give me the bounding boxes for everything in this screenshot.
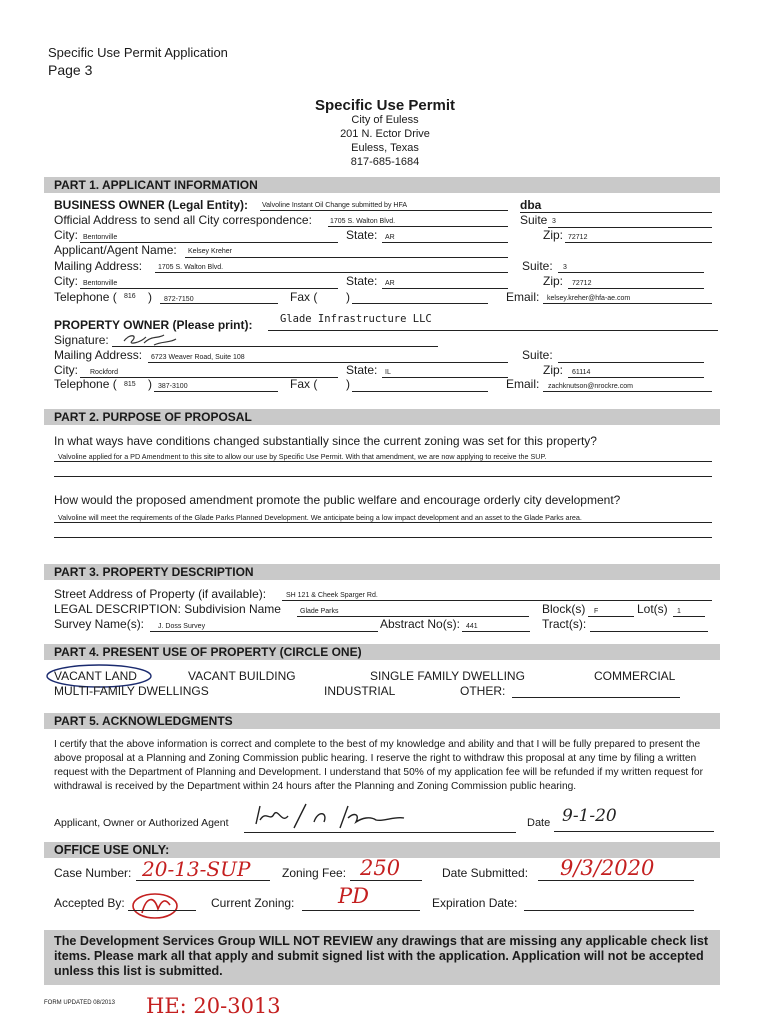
option-vacant-building[interactable]: VACANT BUILDING [188,669,296,683]
telephone-area[interactable]: 816 [124,293,136,300]
date-value[interactable]: 9-1-20 [562,806,617,826]
state-label: State: [346,228,378,242]
legal-description-label: LEGAL DESCRIPTION: Subdivision Name [54,602,281,616]
business-owner-value[interactable]: Valvoline Instant Oil Change submitted by HFA [262,202,408,209]
property-owner-value[interactable]: Glade Infrastructure LLC [280,313,432,325]
survey-label: Survey Name(s): [54,617,145,631]
business-owner-label: BUSINESS OWNER (Legal Entity): [54,198,249,212]
street-label: Street Address of Property (if available): [54,587,267,601]
city2-label: City: [54,274,78,288]
state2-value[interactable]: AR [385,280,395,287]
question-1: In what ways have conditions changed substantially since the current zoning was set for this property? [54,434,597,448]
owner-mailing-label: Mailing Address: [54,348,143,362]
subdivision-value[interactable]: Glade Parks [300,608,339,615]
page-number: Page 3 [48,62,93,78]
handwritten-reference: HE: 20-3013 [146,994,281,1018]
telephone-number[interactable]: 872-7150 [164,296,194,303]
block-label: Block(s) [542,602,586,616]
owner-telephone-number[interactable]: 387-3100 [158,383,188,390]
answer-2[interactable]: Valvoline will meet the requirements of the Glade Parks Planned Development. We anticipate being a low impact development and an asset to the Glade Parks area. [58,513,582,522]
lot-value[interactable]: 1 [677,608,681,615]
owner-city-value[interactable]: Rockford [90,369,119,376]
accepted-by-label: Accepted By: [54,896,125,910]
part5-heading: PART 5. ACKNOWLEDGMENTS [44,713,720,729]
zoning-fee-value[interactable]: 250 [360,856,401,880]
date-submitted-label: Date Submitted: [442,866,529,880]
property-owner-label: PROPERTY OWNER (Please print): [54,318,253,332]
mailing-label: Mailing Address: [54,259,143,273]
form-title: Specific Use Permit Application [48,45,228,60]
city2-value[interactable]: Bentonville [83,280,118,287]
lot-label: Lot(s) [637,602,668,616]
certification-text: I certify that the above information is correct and complete to the best of my knowledge and ability and that I will be fully prepared to present the above proposal at a Planning and Zoning Commission public hearing. I reserve the right to withdraw this proposal at any time by filing a written request with the Department of Planning and Development. I understand that 50% of my application fee will be refunded if my written request for withdrawal is received by the Department within 24 hours after the Planning and Zoning Commission public hearing. [54,739,703,792]
owner-zip-value[interactable]: 61114 [572,369,591,376]
current-zoning-label: Current Zoning: [211,896,295,910]
block-value[interactable]: F [594,608,599,615]
part1-heading: PART 1. APPLICANT INFORMATION [44,177,720,193]
answer-1[interactable]: Valvoline applied for a PD Amendment to this site to allow our use by Specific Use Permit. With that amendment, we are now applying to receive the SUP. [58,452,547,461]
owner-zip-label: Zip: [543,363,564,377]
question-2: How would the proposed amendment promote the public welfare and encourage orderly city development? [54,493,621,507]
accepted-by-initials [128,889,184,923]
abstract-value[interactable]: 441 [466,623,478,630]
suite-value[interactable]: 3 [552,218,556,225]
telephone-label: Telephone ( [54,290,117,304]
tract-label: Tract(s): [542,617,587,631]
applicant-signature [244,800,414,836]
owner-city-label: City: [54,363,78,377]
option-commercial[interactable]: COMMERCIAL [594,669,676,683]
city-name: City of Euless [351,114,419,126]
city-value[interactable]: Bentonville [83,234,118,241]
permit-title: Specific Use Permit [314,97,456,114]
city-label: City: [54,228,78,242]
case-number-label: Case Number: [54,866,132,880]
state-value[interactable]: AR [385,234,395,241]
submission-notice: The Development Services Group WILL NOT REVIEW any drawings that are missing any applicable check list items. Please mark all that apply and submit signed list with the application. Application will not be accepted unless this list is submitted. [44,930,720,985]
option-vacant-land[interactable]: VACANT LAND [54,669,137,683]
abstract-label: Abstract No(s): [380,617,461,631]
suite2-value[interactable]: 3 [563,264,567,271]
current-zoning-value[interactable]: PD [338,884,369,908]
owner-state-label: State: [346,363,378,377]
city-address: 201 N. Ector Drive [340,128,430,140]
part2-heading: PART 2. PURPOSE OF PROPOSAL [44,409,720,425]
suite-label: Suite [520,213,548,227]
owner-mailing-value[interactable]: 6723 Weaver Road, Suite 108 [151,354,245,361]
owner-email-value[interactable]: zachknutson@nrockre.com [548,383,633,390]
expiration-date-label: Expiration Date: [432,896,518,910]
owner-suite-label: Suite: [522,348,553,362]
applicant-value[interactable]: Kelsey Kreher [188,248,232,255]
survey-value[interactable]: J. Doss Survey [158,623,206,630]
city-phone: 817-685-1684 [350,156,420,168]
zoning-fee-label: Zoning Fee: [282,866,347,880]
zip2-value[interactable]: 72712 [572,280,592,287]
option-industrial[interactable]: INDUSTRIAL [324,684,396,698]
applicant-signature-label: Applicant, Owner or Authorized Agent [54,817,229,829]
official-address-value[interactable]: 1705 S. Walton Blvd. [330,218,396,225]
applicant-label: Applicant/Agent Name: [54,243,177,257]
zip-value[interactable]: 72712 [568,234,588,241]
date-submitted-value[interactable]: 9/3/2020 [560,856,655,880]
email-label: Email: [506,290,540,304]
mailing-value[interactable]: 1705 S. Walton Blvd. [158,264,224,271]
case-number-value[interactable]: 20-13-SUP [142,857,251,881]
part4-heading: PART 4. PRESENT USE OF PROPERTY (CIRCLE ONE) [44,644,720,660]
owner-state-value[interactable]: IL [385,369,391,376]
owner-telephone-label: Telephone ( [54,377,117,391]
signature-label: Signature: [54,333,109,347]
dba-label: dba [520,198,542,212]
zip-label: Zip: [543,228,564,242]
street-value[interactable]: SH 121 & Cheek Sparger Rd. [286,592,378,599]
suite2-label: Suite: [522,259,553,273]
zip2-label: Zip: [543,274,564,288]
state2-label: State: [346,274,378,288]
official-address-label: Official Address to send all City correspondence: [54,213,312,227]
office-use-heading: OFFICE USE ONLY: [44,842,720,858]
owner-email-label: Email: [506,377,540,391]
city-state: Euless, Texas [351,142,419,154]
date-label: Date [527,817,551,829]
owner-telephone-area[interactable]: 815 [124,381,136,388]
form-updated: FORM UPDATED 08/2013 [44,1000,115,1006]
owner-fax-label: Fax ( [290,377,318,391]
option-other[interactable]: OTHER: [460,684,506,698]
fax-label: Fax ( [290,290,318,304]
option-multi-family[interactable]: MULTI-FAMILY DWELLINGS [54,684,209,698]
option-single-family[interactable]: SINGLE FAMILY DWELLING [370,669,525,683]
part3-heading: PART 3. PROPERTY DESCRIPTION [44,564,720,580]
email-value[interactable]: kelsey.kreher@hfa-ae.com [547,295,631,302]
